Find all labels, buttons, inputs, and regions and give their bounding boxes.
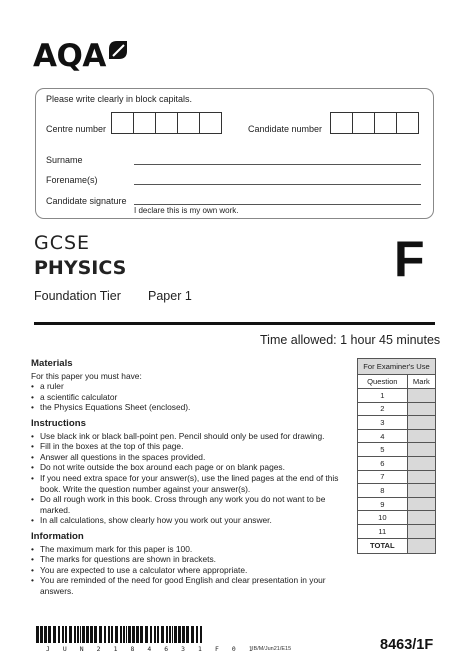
subject-title: PHYSICS: [34, 257, 127, 279]
instructions-section: [31, 419, 351, 526]
mark-cell: [407, 429, 435, 443]
total-mark-cell: [407, 538, 435, 553]
instructions-heading: Instructions: [31, 417, 86, 429]
rubric-column: [31, 359, 351, 602]
barcode-bar: [86, 626, 89, 643]
signature-label: Candidate signature: [46, 196, 127, 206]
barcode-bar: [200, 626, 202, 643]
table-row: [358, 416, 436, 430]
candidate-number-boxes[interactable]: [330, 112, 418, 134]
barcode: [36, 626, 204, 643]
question-number: 1: [358, 389, 408, 403]
barcode-bar: [94, 626, 97, 643]
barcode-bar: [115, 626, 118, 643]
barcode-bar: [104, 626, 106, 643]
barcode-bar: [120, 626, 122, 643]
question-number: 5: [358, 443, 408, 457]
barcode-bar: [48, 626, 51, 643]
barcode-bar: [90, 626, 93, 643]
list-item: • The marks for questions are shown in brackets.: [31, 554, 351, 565]
question-number: 9: [358, 497, 408, 511]
barcode-bar: [53, 626, 56, 643]
question-number: 11: [358, 524, 408, 538]
materials-lead: For this paper you must have:: [31, 370, 142, 381]
barcode-bar: [80, 626, 81, 643]
question-number: 6: [358, 456, 408, 470]
barcode-bar: [161, 626, 164, 643]
barcode-bar: [77, 626, 79, 643]
materials-heading: Materials: [31, 358, 73, 369]
tier-label: Foundation Tier: [34, 289, 121, 303]
mark-cell: [407, 456, 435, 470]
barcode-bar: [123, 626, 125, 643]
materials-section: [31, 359, 351, 413]
mark-cell: [407, 484, 435, 498]
barcode-bar: [36, 626, 39, 643]
digit-box[interactable]: [133, 112, 156, 134]
mark-column-header: Mark: [407, 375, 435, 389]
time-allowed: Time allowed: 1 hour 45 minutes: [260, 333, 441, 347]
mark-cell: [407, 497, 435, 511]
list-item: • Do all rough work in this book. Cross through any work you do not want to be marked.: [31, 494, 351, 515]
table-row: [358, 443, 436, 457]
mark-cell: [407, 470, 435, 484]
barcode-bar: [140, 626, 143, 643]
list-item: • You are expected to use a calculator where appropriate.: [31, 565, 351, 576]
barcode-bar: [108, 626, 110, 643]
digit-box[interactable]: [155, 112, 178, 134]
mark-cell: [407, 389, 435, 403]
mark-cell: [407, 416, 435, 430]
centre-number-boxes[interactable]: [111, 112, 221, 134]
digit-box[interactable]: [396, 112, 419, 134]
block-capitals-instruction: Please write clearly in block capitals.: [46, 94, 193, 104]
barcode-bar: [196, 626, 198, 643]
table-row: [358, 497, 436, 511]
paper-code: 8463/1F: [380, 637, 434, 653]
barcode-bar: [126, 626, 127, 643]
list-item: • Answer all questions in the spaces provided.: [31, 452, 351, 463]
candidate-details-box: [35, 88, 434, 219]
list-item: • Use black ink or black ball-point pen. Pencil should only be used for drawing.: [31, 431, 351, 442]
barcode-bar: [178, 626, 181, 643]
barcode-number: J U N 2 1 8 4 6 3 1 F 0 1: [46, 645, 258, 653]
barcode-bar: [111, 626, 113, 643]
question-number: 8: [358, 484, 408, 498]
barcode-bar: [182, 626, 185, 643]
table-row: [358, 456, 436, 470]
total-label: TOTAL: [358, 538, 408, 553]
digit-box[interactable]: [111, 112, 134, 134]
barcode-bar: [157, 626, 159, 643]
information-section: [31, 532, 351, 597]
surname-label: Surname: [46, 155, 83, 165]
total-row: [358, 538, 436, 553]
list-item: • a ruler: [31, 381, 351, 392]
forenames-label: Forename(s): [46, 175, 98, 185]
list-item: • The maximum mark for this paper is 100.: [31, 544, 351, 555]
barcode-bar: [191, 626, 194, 643]
question-number: 2: [358, 402, 408, 416]
table-row: [358, 524, 436, 538]
forenames-field[interactable]: [134, 184, 421, 185]
mark-cell: [407, 524, 435, 538]
mark-cell: [407, 511, 435, 525]
aqa-leaf-icon: [107, 39, 129, 61]
examiners-use-title: For Examiner's Use: [358, 359, 436, 375]
title-divider: [34, 322, 435, 325]
barcode-bar: [99, 626, 102, 643]
digit-box[interactable]: [177, 112, 200, 134]
barcode-bar: [69, 626, 72, 643]
tier-letter: F: [394, 231, 425, 287]
list-item: • Fill in the boxes at the top of this page.: [31, 441, 351, 452]
digit-box[interactable]: [330, 112, 353, 134]
barcode-bar: [166, 626, 168, 643]
mark-cell: [407, 443, 435, 457]
barcode-bar: [150, 626, 152, 643]
barcode-bar: [154, 626, 156, 643]
qualification-title: GCSE: [34, 232, 91, 254]
barcode-bar: [172, 626, 173, 643]
barcode-bar: [58, 626, 60, 643]
list-item: • You are reminded of the need for good English and clear presentation in your answers.: [31, 575, 351, 596]
table-row: [358, 511, 436, 525]
barcode-bar: [82, 626, 85, 643]
signature-field[interactable]: [134, 204, 421, 205]
list-item: • In all calculations, show clearly how you work out your answer.: [31, 515, 351, 526]
question-number: 3: [358, 416, 408, 430]
centre-number-label: Centre number: [46, 124, 107, 134]
barcode-bar: [186, 626, 189, 643]
candidate-number-label: Candidate number: [248, 124, 323, 134]
barcode-bar: [132, 626, 135, 643]
paper-label: Paper 1: [148, 289, 192, 303]
digit-box[interactable]: [352, 112, 375, 134]
table-row: [358, 402, 436, 416]
brand-name: AQA: [33, 38, 106, 74]
question-number: 4: [358, 429, 408, 443]
question-number: 7: [358, 470, 408, 484]
table-row: [358, 389, 436, 403]
mark-cell: [407, 402, 435, 416]
barcode-bar: [62, 626, 64, 643]
question-number: 10: [358, 511, 408, 525]
question-column-header: Question: [358, 375, 408, 389]
aqa-logo: [33, 38, 129, 74]
barcode-bar: [74, 626, 76, 643]
barcode-bar: [65, 626, 67, 643]
list-item: • Do not write outside the box around each page or on blank pages.: [31, 462, 351, 473]
barcode-bar: [44, 626, 47, 643]
digit-box[interactable]: [199, 112, 222, 134]
declaration-text: I declare this is my own work.: [134, 206, 239, 215]
barcode-bar: [136, 626, 139, 643]
table-row: [358, 470, 436, 484]
digit-box[interactable]: [374, 112, 397, 134]
barcode-bar: [40, 626, 43, 643]
list-item: • the Physics Equations Sheet (enclosed).: [31, 402, 351, 413]
information-heading: Information: [31, 530, 84, 542]
barcode-bar: [169, 626, 171, 643]
table-row: [358, 484, 436, 498]
list-item: • If you need extra space for your answer(s), use the lined pages at the end of this book. Write the question number against your answer(s).: [31, 473, 351, 494]
job-code: IB/M/Jun21/E15: [252, 646, 292, 652]
barcode-bar: [145, 626, 148, 643]
list-item: • a scientific calculator: [31, 392, 351, 403]
barcode-bar: [128, 626, 131, 643]
surname-field[interactable]: [134, 164, 421, 165]
barcode-bar: [174, 626, 177, 643]
examiners-use-table: [357, 358, 436, 554]
table-row: [358, 429, 436, 443]
